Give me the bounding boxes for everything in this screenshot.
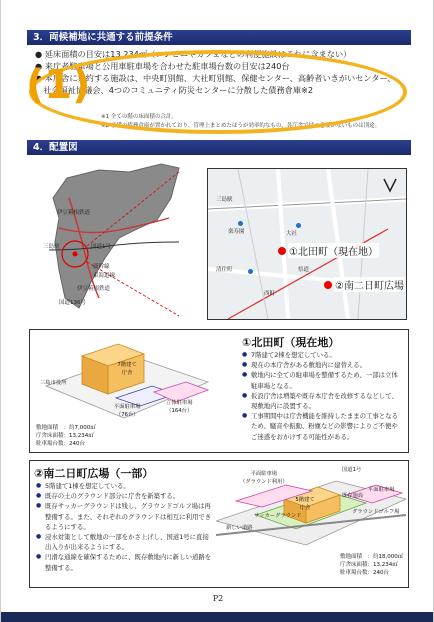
bullet-item: ● 工事期間中は庁舎機能を維持したままの工事となるため、騒音や振動、粉塵などの影響によりご不便やご迷惑をおかけする可能性がある。 bbox=[242, 411, 404, 442]
map-label: 東海道線 bbox=[93, 273, 116, 279]
drawing-label: 既存施設 bbox=[342, 493, 364, 499]
bullet-item: ● 浸水対策として敷地の一部をかさ上げし、国道1号に直接出入りが出来るようにする。 bbox=[36, 532, 212, 552]
stat-line: 庁舎床面積：13,234㎡ bbox=[36, 433, 94, 439]
site1-map-label: ①北田町（現在地） bbox=[288, 243, 379, 258]
site2-map-label: ②南二日町広場 bbox=[334, 277, 405, 292]
map-label: 楽寿園 bbox=[228, 229, 245, 235]
site2-marker bbox=[324, 281, 332, 289]
stat-line: 駐車場台数：240台 bbox=[36, 441, 85, 447]
drawing-label: 立体駐車場 （164台） bbox=[166, 400, 193, 414]
bullet-item: ● 7階建て2棟を想定している。 bbox=[242, 350, 404, 360]
map-label: 西町 bbox=[264, 291, 276, 297]
drawing-label: 平面駐車場 bbox=[368, 487, 395, 493]
drawing-label: 5階建て 庁舎 bbox=[295, 497, 315, 511]
bullet-item: ● 仮設庁舎は増築や既存本庁舎を改修するなどして、現敷地内に設置する。 bbox=[242, 391, 404, 411]
site2-stats bbox=[340, 553, 403, 577]
layout-map-area bbox=[29, 158, 421, 320]
map-label: 三島駅 bbox=[216, 197, 233, 203]
annotation-number: (1) bbox=[26, 62, 91, 108]
precondition-item: ● 来庁者駐車場と公用車駐車場を合わせた駐車場台数の目安は240台 bbox=[35, 61, 290, 71]
site1-stats bbox=[36, 424, 96, 448]
section-heading-preconditions: 3．両候補地に共通する前提条件 bbox=[27, 30, 411, 45]
drawing-label: 新しい道路 bbox=[226, 525, 253, 531]
site1-title: ①北田町（現在地） bbox=[242, 336, 340, 349]
map-label: 三島駅 bbox=[43, 244, 60, 250]
drawing-label: グラウンドゴルフ場 bbox=[352, 509, 400, 515]
map-label: 大社 bbox=[286, 231, 298, 237]
drawing-label: 平面駐車場 （グラウンド利用） bbox=[240, 471, 288, 485]
site1-marker bbox=[278, 247, 286, 255]
drawing-label: 平面駐車場 （76台） bbox=[114, 404, 141, 418]
map-label: 国道1号 bbox=[91, 244, 111, 250]
precondition-item: 社会福祉協議会、4つのコミュニティ防災センターに分散した債務倉庫※2 bbox=[35, 85, 314, 95]
page-number: P2 bbox=[212, 594, 224, 603]
site2-bullet-list bbox=[36, 481, 212, 573]
stat-line: 敷地面積 ：約7,000㎡ bbox=[36, 425, 96, 431]
section-heading-layout: 4．配置図 bbox=[27, 140, 411, 155]
precondition-item: ● 延床面積の目安は13,234㎡（コンビニやカフェなどの利便施設はこれに含まない） bbox=[35, 49, 352, 59]
landmark-marker bbox=[296, 223, 301, 228]
drawing-label: 国道1号 bbox=[342, 467, 362, 473]
site2-title: ②南二日町広場（一部） bbox=[34, 467, 154, 480]
stat-line: 庁舎床面積：13,234㎡ bbox=[340, 562, 398, 568]
bullet-item: ● 円滑な通線を確保するために、既存敷地内に新しい道路を整備する。 bbox=[36, 552, 212, 572]
bullet-item: ● 既存サッカーグラウンドは残し、グラウンドゴルフ場は再整備する。また、それぞれのグラウンドは相互に利用できるようにする。 bbox=[36, 501, 212, 532]
bullet-item: ● 5階建て1棟を想定している。 bbox=[36, 481, 212, 491]
map-label: 県道 bbox=[298, 267, 310, 273]
map-label: 清住町 bbox=[216, 267, 233, 273]
bullet-item: ● 敷地内に全ての駐車場を整備するため、一部は立体駐車場となる。 bbox=[242, 370, 404, 390]
landmark-marker bbox=[238, 221, 243, 226]
bullet-item: ● 既存の土のグラウンド部分に庁舎を新築する。 bbox=[36, 491, 212, 501]
overview-map bbox=[29, 158, 209, 318]
map-label: 伊豆箱根鉄道 bbox=[77, 286, 111, 292]
city-outline-map bbox=[29, 158, 209, 318]
stat-line: 駐車場台数：240台 bbox=[340, 570, 389, 576]
footnote: ※2 予備の債務倉庫が置かれており、管理上まとめたほうが効率的なもの、各庁舎で持つ必要がないものは別途。 bbox=[101, 123, 381, 129]
footnote: ※1 全ての階の床面積の合計。 bbox=[101, 114, 177, 120]
site2-panel bbox=[29, 460, 409, 588]
drawing-label: 7階建て 庁舎 bbox=[117, 362, 137, 376]
site1-bullet-list bbox=[242, 350, 404, 442]
drawing-label: 三島市役所 bbox=[40, 380, 67, 386]
landmark-marker bbox=[248, 269, 253, 274]
map-label: 新幹線 bbox=[93, 264, 110, 270]
footer-bar bbox=[1, 612, 433, 622]
bullet-item: ● 現在の本庁舎がある敷地内に建替える。 bbox=[242, 360, 404, 370]
site1-panel bbox=[29, 329, 409, 453]
stat-line: 敷地面積 ：約18,000㎡ bbox=[340, 554, 404, 560]
detail-map bbox=[207, 168, 407, 320]
precondition-item: ● 本庁舎に集約する施設は、中央町別館、大社町別館、保健センター、高齢者いきがいセンター、 bbox=[35, 73, 396, 83]
map-label: 国道136号 bbox=[59, 300, 86, 306]
drawing-label: サッカーグラウンド bbox=[254, 513, 302, 519]
map-label: 伊豆箱根鉄道 bbox=[57, 210, 91, 216]
